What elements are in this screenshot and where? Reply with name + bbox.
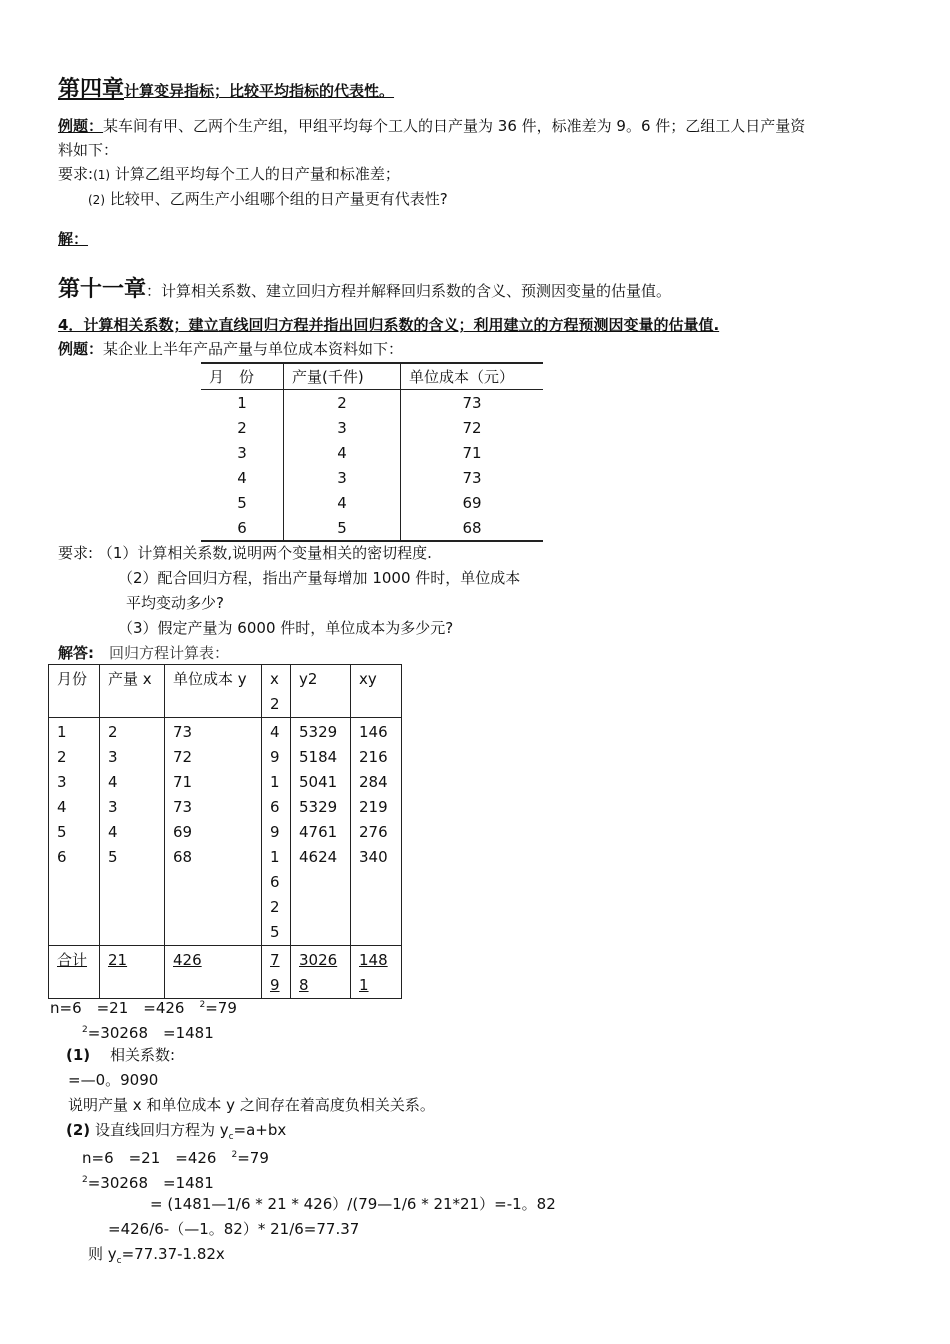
list-item: 5041	[299, 773, 338, 791]
calc-line-4	[82, 1169, 214, 1194]
col-months	[49, 718, 100, 946]
total-y-text: 426	[173, 951, 202, 969]
part1-num: (1)	[66, 1046, 91, 1064]
regression-calc-table	[48, 664, 402, 999]
col-output: 产量(千件)	[284, 363, 401, 390]
list-item: 5	[108, 848, 118, 866]
col-x-values	[100, 718, 165, 946]
cell-output: 5	[284, 515, 401, 541]
list-item: 216	[359, 748, 388, 766]
hdr-x: 产量 x	[100, 665, 165, 718]
list-item: 9	[270, 976, 280, 994]
list-item: 2	[270, 898, 280, 916]
ch11-req-label: 要求:	[58, 544, 94, 562]
ch11-req-2b: 平均变动多少?	[126, 594, 224, 612]
total-xy	[351, 946, 402, 999]
calc-line-3	[82, 1144, 269, 1169]
list-item: 284	[359, 773, 388, 791]
equation-tail: =77.37-1.82x	[121, 1245, 225, 1263]
col-x2-values	[262, 718, 291, 946]
cell-cost: 72	[401, 415, 544, 440]
answer-caption: 回归方程计算表：	[109, 644, 230, 662]
calc-line-1-text: n=6 =21 =426	[50, 999, 200, 1017]
list-item: 2	[57, 748, 67, 766]
list-item: 5329	[299, 723, 338, 741]
r-value: =—0。9090	[68, 1071, 159, 1089]
list-item: 4624	[299, 848, 338, 866]
table-row	[201, 490, 543, 515]
ch4-req-2-text: 比较甲、乙两生产小组哪个组的日产量更有代表性?	[109, 190, 448, 208]
list-item: 5	[57, 823, 67, 841]
list-item: 73	[173, 798, 193, 816]
ch4-req-1	[58, 163, 400, 186]
cell-cost: 71	[401, 440, 544, 465]
list-item: 2	[108, 723, 118, 741]
part2-sub: c	[228, 1132, 234, 1142]
list-item: 148	[359, 951, 388, 969]
calc-line-3-sup: 2	[231, 1150, 238, 1160]
cell-month: 1	[237, 393, 247, 412]
cell-month: 2	[237, 418, 247, 437]
chapter11-title: 第十一章	[58, 277, 147, 302]
ch4-req-2-num: (2)	[88, 193, 105, 207]
chapter11-subtitle: ：计算相关系数、建立回归方程并解释回归系数的含义、预测因变量的估量值。	[146, 282, 672, 300]
section-4-heading: 4．计算相关系数；建立直线回归方程并指出回归系数的含义；利用建立的方程预测因变量的估量值.	[58, 316, 720, 334]
hdr-y2: y2	[291, 665, 351, 718]
calc-line-2-sup: 2	[82, 1025, 88, 1035]
ch11-example-text: 某企业上半年产品产量与单位成本资料如下：	[103, 340, 404, 358]
ch11-req-1	[58, 542, 432, 564]
cell-output: 4	[284, 490, 401, 515]
list-item: 5184	[299, 748, 338, 766]
list-item: 68	[173, 848, 193, 866]
table-row	[201, 415, 543, 440]
col-unit-cost: 单位成本（元）	[401, 363, 544, 390]
cell-cost: 68	[401, 515, 544, 541]
cell-output: 2	[284, 390, 401, 416]
calc-line-1-tail: =79	[205, 999, 237, 1017]
calc-line-1	[50, 994, 237, 1019]
part2-num: (2)	[66, 1121, 91, 1139]
correlation-explanation: 说明产量 x 和单位成本 y 之间存在着高度负相关关系。	[68, 1096, 435, 1114]
hdr-y: 单位成本 y	[165, 665, 262, 718]
list-item: 3	[57, 773, 67, 791]
list-item: 8	[299, 976, 309, 994]
equation-prefix: 则 y	[88, 1245, 117, 1263]
list-item: 3	[108, 798, 118, 816]
ch4-example-text-1: 某车间有甲、乙两个生产组，甲组平均每个工人的日产量为 36 件，标准差为 9。6 件；乙组工人日产量资	[103, 117, 806, 135]
cell-month: 4	[237, 468, 247, 487]
calc-line-4-text: =30268 =1481	[87, 1174, 214, 1192]
col-y-values	[165, 718, 262, 946]
col-y2-values	[291, 718, 351, 946]
part1-heading	[66, 1044, 175, 1066]
list-item: 219	[359, 798, 388, 816]
cell-month: 6	[237, 518, 247, 537]
total-y	[165, 946, 262, 999]
table-body-row	[49, 718, 402, 946]
list-item: 5329	[299, 798, 338, 816]
total-y2	[291, 946, 351, 999]
list-item: 4	[108, 823, 118, 841]
production-cost-table	[201, 362, 543, 542]
list-item: 4	[270, 723, 280, 741]
ch4-req-2	[88, 188, 448, 211]
regression-equation	[88, 1243, 225, 1272]
total-label	[49, 946, 100, 999]
ch4-req-label: 要求:	[58, 165, 94, 183]
cell-cost: 73	[401, 390, 544, 416]
chapter4-heading	[58, 76, 394, 105]
list-item: 1	[270, 773, 280, 791]
list-item: 9	[270, 748, 280, 766]
list-item: 340	[359, 848, 388, 866]
cell-cost: 73	[401, 465, 544, 490]
equation-sub: c	[116, 1256, 122, 1266]
hdr-xy: xy	[351, 665, 402, 718]
calc-line-4-sup: 2	[82, 1175, 88, 1185]
calc-line-1-sup: 2	[199, 1000, 206, 1010]
chapter11-heading	[58, 276, 671, 305]
table-header-row	[201, 363, 543, 390]
ch4-solution-label: 解：	[58, 230, 89, 248]
ch11-example	[58, 338, 403, 360]
cell-month: 3	[237, 443, 247, 462]
table-row	[201, 515, 543, 541]
calc-line-2	[82, 1019, 214, 1044]
part1-text: 相关系数:	[109, 1046, 175, 1064]
list-item: 73	[173, 723, 193, 741]
list-item: 276	[359, 823, 388, 841]
chapter4-subtitle: 计算变异指标；比较平均指标的代表性。	[124, 82, 395, 100]
a-calculation: =426/6-（—1。82）* 21/6=77.37	[108, 1220, 360, 1238]
cell-month: 5	[237, 493, 247, 512]
list-item: 5	[270, 923, 280, 941]
list-item: 4	[57, 798, 67, 816]
table-row	[201, 390, 543, 416]
hdr-month: 月份	[49, 665, 100, 718]
total-x	[100, 946, 165, 999]
calc-line-2-text: =30268 =1481	[87, 1024, 214, 1042]
chapter4-title: 第四章	[58, 77, 125, 102]
list-item: 146	[359, 723, 388, 741]
col-xy-values	[351, 718, 402, 946]
ch4-req-1-text: 计算乙组平均每个工人的日产量和标准差；	[114, 165, 400, 183]
col-month: 月 份	[209, 368, 255, 386]
ch11-example-label: 例题：	[58, 340, 104, 358]
b-calculation: = (1481—1/6 * 21 * 426）/(79—1/6 * 21*21）=-1。82	[150, 1195, 556, 1213]
answer-line	[58, 642, 229, 664]
ch11-req-3: （3）假定产量为 6000 件时，单位成本为多少元?	[118, 619, 454, 637]
list-item: 4761	[299, 823, 338, 841]
ch4-req-1-num: (1)	[93, 168, 111, 182]
table-header-row	[49, 665, 402, 718]
cell-output: 3	[284, 465, 401, 490]
list-item: 1	[270, 848, 280, 866]
hdr-x2: x 2	[262, 665, 291, 718]
list-item: 1	[359, 976, 369, 994]
list-item: 6	[270, 873, 280, 891]
ch11-req-1-text: （1）计算相关系数,说明两个变量相关的密切程度.	[97, 544, 432, 562]
table-row	[201, 465, 543, 490]
list-item: 71	[173, 773, 193, 791]
table-row	[201, 440, 543, 465]
calc-line-3-tail: =79	[237, 1149, 269, 1167]
cell-output: 4	[284, 440, 401, 465]
cell-output: 3	[284, 415, 401, 440]
ch11-req-2a: （2）配合回归方程，指出产量每增加 1000 件时，单位成本	[118, 569, 521, 587]
list-item: 4	[108, 773, 118, 791]
list-item: 6	[270, 798, 280, 816]
total-label-text: 合计	[57, 951, 88, 969]
list-item: 7	[270, 951, 280, 969]
list-item: 69	[173, 823, 193, 841]
total-x2	[262, 946, 291, 999]
part2-text: 设直线回归方程为 y	[94, 1121, 229, 1139]
total-x-text: 21	[108, 951, 128, 969]
cell-cost: 69	[401, 490, 544, 515]
list-item: 9	[270, 823, 280, 841]
list-item: 3	[108, 748, 118, 766]
calc-line-3-text: n=6 =21 =426	[82, 1149, 232, 1167]
answer-label: 解答:	[58, 644, 94, 662]
ch4-example-text-2: 料如下：	[58, 141, 119, 159]
ch4-example-label: 例题：	[58, 117, 104, 135]
list-item: 1	[57, 723, 67, 741]
list-item: 6	[57, 848, 67, 866]
list-item: 72	[173, 748, 193, 766]
total-row	[49, 946, 402, 999]
ch4-example-line1	[58, 115, 805, 137]
part2-tail: =a+bx	[233, 1121, 287, 1139]
list-item: 3026	[299, 951, 338, 969]
